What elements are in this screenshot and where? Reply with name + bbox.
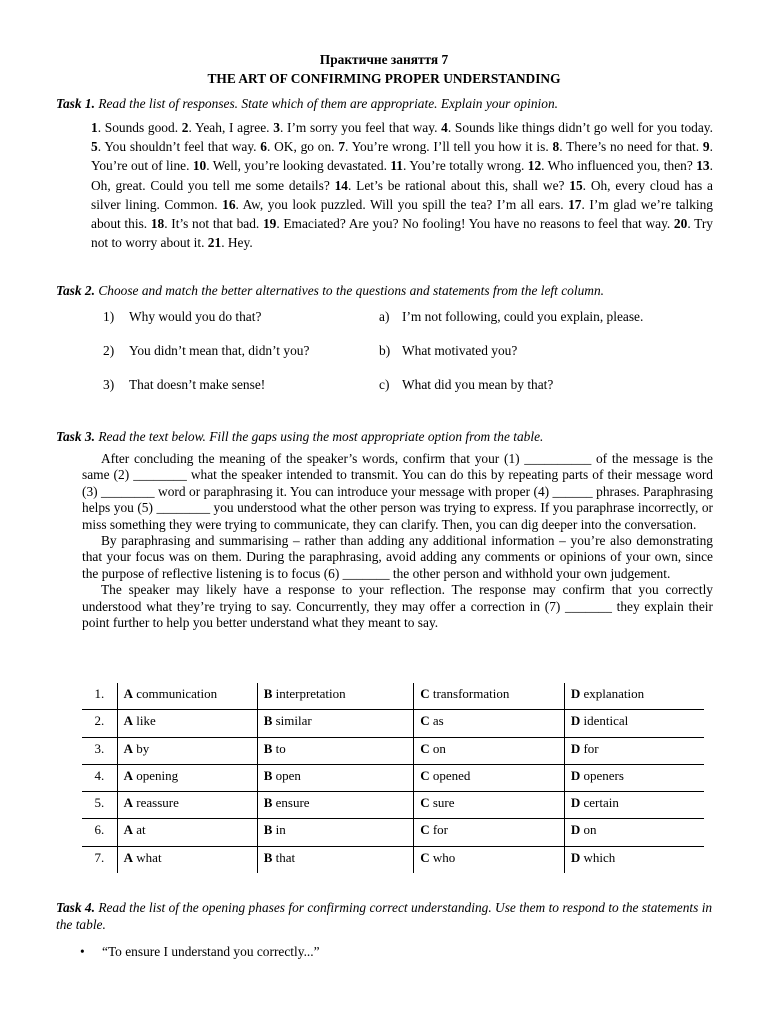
row-number: 7.	[82, 846, 117, 873]
option-text: like	[136, 713, 156, 729]
response-item: 6. OK, go on.	[260, 139, 335, 155]
option-letter: B	[263, 767, 273, 783]
option-letter: A	[123, 686, 134, 701]
item-text: What did you mean by that?	[402, 377, 554, 392]
option-text: to	[275, 740, 286, 756]
task4-instruction: Read the list of the opening phases for confirming correct understanding. Use them to respond to the statements in the table.	[56, 900, 713, 932]
row-number: 4.	[82, 764, 117, 791]
response-number: 18	[150, 216, 165, 232]
response-item: 14. Let’s be rational about this, shall we?	[334, 177, 565, 193]
option-d	[564, 737, 704, 764]
option-letter: D	[570, 822, 581, 838]
response-number: 17	[568, 196, 582, 212]
response-item: 4. Sounds like things didn’t go well for you today.	[441, 120, 713, 135]
task2-heading	[56, 282, 716, 299]
task3-paragraph: The speaker may likely have a response to your reflection. The response may confirm that you correctly understood what they’re trying to say. Concurrently, they may offer a correction in (7) _______ they explain their point further to help you better understand what they meant to say.	[82, 582, 713, 631]
option-letter: D	[570, 849, 581, 865]
row-number: 3.	[82, 737, 117, 764]
option-letter: A	[123, 713, 134, 729]
option-text: as	[432, 713, 444, 729]
match-right-item	[379, 343, 517, 359]
option-text: ensure	[275, 795, 310, 811]
task1-label: Task 1.	[56, 96, 95, 111]
option-letter: C	[420, 822, 430, 838]
option-letter: A	[123, 822, 134, 838]
option-d	[564, 792, 704, 819]
option-c	[414, 846, 565, 873]
task3-text	[82, 451, 713, 631]
response-number: 5	[91, 139, 98, 155]
response-number: 15	[569, 177, 583, 193]
table-row	[82, 737, 704, 764]
response-text: You’re wrong. I’ll tell you how it is.	[351, 139, 549, 155]
item-letter: b)	[379, 343, 391, 358]
option-letter: C	[420, 713, 430, 729]
item-text: That doesn’t make sense!	[129, 377, 266, 392]
item-number: 3)	[103, 377, 115, 392]
option-text: openers	[583, 767, 624, 783]
response-text: Aw, you look puzzled. Will you spill the tea? I’m all ears.	[242, 196, 564, 212]
table-row	[82, 764, 704, 791]
option-text: identical	[583, 713, 629, 729]
response-item: 18. It’s not that bad.	[150, 216, 260, 232]
option-d	[564, 683, 704, 710]
bullet-text: “To ensure I understand you correctly...”	[102, 944, 320, 959]
option-text: at	[136, 822, 146, 838]
option-letter: B	[263, 822, 273, 838]
option-text: what	[136, 849, 162, 865]
response-text: It’s not that bad.	[171, 216, 260, 232]
response-item: 2. Yeah, I agree.	[181, 120, 270, 135]
response-number: 2	[181, 120, 189, 135]
option-text: by	[136, 740, 150, 756]
option-d	[564, 846, 704, 873]
option-letter: D	[570, 740, 581, 756]
option-d	[564, 710, 704, 737]
response-item: 16. Aw, you look puzzled. Will you spill the tea? I’m all ears.	[222, 196, 564, 212]
task3-paragraph: By paraphrasing and summarising – rather than adding any additional information – you’re also demonstrating that your focus was on them. During the paraphrasing, avoid adding any comments or opinions of your own, since the purpose of reflective listening is to focus (6) _______ the other person and withhold your own judgement.	[82, 533, 713, 581]
response-item: 1. Sounds good.	[91, 120, 179, 135]
response-item: 15. Oh, every cloud has a silver lining. Common.	[91, 177, 713, 212]
item-number: 1)	[103, 309, 115, 324]
task2-instruction: Choose and match the better alternatives to the questions and statements from the left column.	[98, 283, 604, 298]
task1-heading	[56, 95, 716, 112]
response-text: I’m glad we’re talking about this.	[91, 196, 713, 232]
option-text: on	[583, 822, 597, 838]
response-number: 9	[702, 139, 710, 155]
task3-heading	[56, 428, 716, 445]
table-row	[82, 792, 704, 819]
task4-heading	[56, 899, 716, 933]
task4-label: Task 4.	[56, 900, 95, 915]
option-text: sure	[432, 795, 455, 811]
response-text: Try not to worry about it.	[91, 216, 713, 251]
response-item: 11. You’re totally wrong.	[390, 158, 525, 174]
lesson-subtitle: Практичне заняття 7	[319, 52, 449, 67]
option-letter: B	[263, 686, 273, 701]
response-number: 7	[338, 139, 346, 155]
response-text: Yeah, I agree.	[195, 120, 270, 135]
option-letter: A	[123, 740, 134, 756]
task2-label: Task 2.	[56, 283, 95, 298]
option-text: for	[432, 822, 448, 838]
row-number: 5.	[82, 792, 117, 819]
task1-instruction: Read the list of responses. State which of them are appropriate. Explain your opinion.	[98, 96, 559, 111]
response-text: Sounds like things didn’t go well for you today.	[454, 120, 713, 135]
option-b	[257, 764, 413, 791]
response-item: 9. You’re out of line.	[91, 139, 713, 174]
option-c	[414, 764, 565, 791]
option-text: explanation	[583, 686, 645, 701]
table-row	[82, 710, 704, 737]
response-number: 3	[273, 120, 280, 135]
option-b	[257, 737, 413, 764]
response-number: 19	[262, 216, 277, 232]
match-left-item	[103, 343, 309, 359]
option-text: which	[583, 849, 616, 865]
response-item: 17. I’m glad we’re talking about this.	[91, 196, 713, 232]
item-text: You didn’t mean that, didn’t you?	[129, 343, 310, 358]
option-letter: C	[420, 686, 430, 701]
item-number: 2)	[103, 343, 115, 358]
table-row	[82, 683, 704, 710]
option-c	[414, 683, 565, 710]
option-b	[257, 819, 413, 846]
option-b	[257, 792, 413, 819]
response-text: Oh, great. Could you tell me some details?	[91, 177, 330, 193]
item-letter: a)	[379, 309, 390, 324]
option-a	[117, 737, 257, 764]
option-c	[414, 710, 565, 737]
option-letter: A	[123, 767, 134, 783]
option-letter: C	[420, 849, 430, 865]
option-text: open	[275, 767, 301, 783]
response-number: 4	[441, 120, 448, 135]
match-right-item	[379, 377, 553, 393]
option-letter: D	[570, 686, 581, 701]
response-item: 12. Who influenced you, then?	[527, 158, 693, 174]
option-text: certain	[583, 795, 619, 811]
task1-responses	[91, 118, 713, 252]
response-number: 20	[673, 216, 688, 232]
option-letter: D	[570, 713, 581, 729]
response-text: Let’s be rational about this, shall we?	[356, 177, 565, 193]
option-a	[117, 792, 257, 819]
option-letter: B	[263, 713, 273, 729]
response-text: You shouldn’t feel that way.	[104, 139, 257, 155]
option-letter: D	[570, 795, 581, 811]
bullet-item	[80, 944, 320, 960]
option-a	[117, 846, 257, 873]
option-a	[117, 819, 257, 846]
response-item: 10. Well, you’re looking devastated.	[192, 158, 387, 174]
response-item: 3. I’m sorry you feel that way.	[273, 120, 438, 135]
option-text: for	[583, 740, 599, 756]
option-c	[414, 792, 565, 819]
response-item: 20. Try not to worry about it.	[91, 216, 713, 251]
option-b	[257, 710, 413, 737]
option-d	[564, 819, 704, 846]
task3-instruction: Read the text below. Fill the gaps using the most appropriate option from the table.	[98, 429, 544, 444]
option-letter: A	[123, 795, 134, 811]
option-c	[414, 737, 565, 764]
response-number: 11	[390, 158, 403, 174]
option-text: reassure	[136, 795, 179, 811]
response-text: You’re out of line.	[91, 158, 190, 174]
response-text: Well, you’re looking devastated.	[212, 158, 387, 174]
response-item: 19. Emaciated? Are you? No fooling! You have no reasons to feel that way.	[262, 216, 674, 232]
option-c	[414, 819, 565, 846]
response-number: 1	[91, 120, 98, 135]
option-text: communication	[136, 686, 218, 701]
response-number: 21	[207, 235, 222, 251]
response-number: 14	[334, 177, 348, 193]
row-number: 6.	[82, 819, 117, 846]
option-b	[257, 846, 413, 873]
item-text: Why would you do that?	[129, 309, 262, 324]
response-number: 10	[192, 158, 207, 174]
option-d	[564, 764, 704, 791]
response-item: 21. Hey.	[207, 235, 253, 251]
options-table	[82, 683, 704, 873]
option-a	[117, 764, 257, 791]
response-text: I’m sorry you feel that way.	[287, 120, 438, 135]
item-text: What motivated you?	[402, 343, 518, 358]
option-text: opening	[136, 767, 179, 783]
option-letter: B	[263, 740, 273, 756]
bullet-icon: •	[80, 944, 85, 959]
response-item: 7. You’re wrong. I’ll tell you how it is.	[338, 139, 549, 155]
response-text: OK, go on.	[274, 139, 335, 155]
task3-label: Task 3.	[56, 429, 95, 444]
option-letter: D	[570, 767, 581, 783]
response-item: 13. Oh, great. Could you tell me some details?	[91, 158, 713, 193]
option-letter: C	[420, 740, 430, 756]
option-text: opened	[432, 767, 471, 783]
response-item: 8. There’s no need for that.	[552, 139, 700, 155]
match-right-item	[379, 309, 643, 325]
response-number: 6	[260, 139, 267, 155]
option-a	[117, 710, 257, 737]
option-text: interpretation	[275, 686, 346, 701]
response-text: There’s no need for that.	[566, 139, 700, 155]
response-text: Hey.	[227, 235, 253, 251]
option-text: similar	[275, 713, 312, 729]
table-row	[82, 846, 704, 873]
row-number: 1.	[82, 683, 117, 710]
option-a	[117, 683, 257, 710]
response-number: 12	[527, 158, 542, 174]
table-row	[82, 819, 704, 846]
match-left-item	[103, 377, 265, 393]
option-letter: C	[420, 795, 430, 811]
row-number: 2.	[82, 710, 117, 737]
option-b	[257, 683, 413, 710]
item-text: I’m not following, could you explain, please.	[402, 309, 644, 324]
option-letter: A	[123, 849, 134, 865]
option-text: that	[275, 849, 296, 865]
match-left-item	[103, 309, 261, 325]
item-letter: c)	[379, 377, 390, 392]
response-text: Sounds good.	[104, 120, 179, 135]
option-text: who	[432, 849, 456, 865]
option-text: on	[432, 740, 446, 756]
option-letter: B	[263, 849, 273, 865]
option-text: in	[275, 822, 286, 838]
response-number: 8	[552, 139, 560, 155]
task3-paragraph: After concluding the meaning of the speaker’s words, confirm that your (1) __________ of the message is the same (2) ________ what the speaker intended to transmit. You can do this by repeating parts of their message word (3) ________ word or paraphrasing it. You can introduce your message with proper (4) ______ phrases. Paraphrasing helps you (5) ________ you understood what the other person was trying to express. If you paraphrase incorrectly, or miss something they were trying to communicate, they can clarify. Then, you can dig deeper into the conversation.	[82, 451, 713, 532]
response-text: You’re totally wrong.	[409, 158, 525, 174]
response-number: 13	[696, 158, 710, 174]
response-item: 5. You shouldn’t feel that way.	[91, 139, 257, 155]
option-text: transformation	[432, 686, 510, 701]
option-letter: C	[420, 767, 430, 783]
response-number: 16	[222, 196, 236, 212]
option-letter: B	[263, 795, 273, 811]
page-title: THE ART OF CONFIRMING PROPER UNDERSTANDING	[207, 71, 561, 86]
response-text: Emaciated? Are you? No fooling! You have no reasons to feel that way.	[283, 216, 674, 232]
response-text: Who influenced you, then?	[547, 158, 693, 174]
response-text: Oh, every cloud has a silver lining. Common.	[91, 177, 713, 212]
